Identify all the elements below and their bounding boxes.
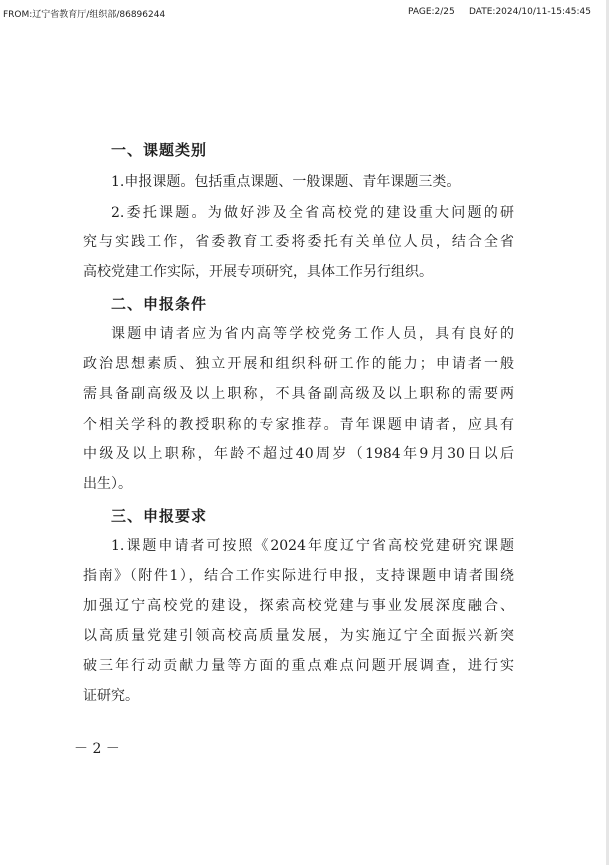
paragraph-line: 个相关学科的教授职称的专家推荐。青年课题申请者，应具有 xyxy=(83,417,514,433)
section-2-heading: 二、申报条件 xyxy=(111,295,208,313)
fax-date: DATE:2024/10/11-15:45:45 xyxy=(469,7,591,17)
paragraph-line: 指南》（附件1），结合工作实际进行申报，支持课题申请者围绕 xyxy=(83,568,514,584)
paragraph-line: 以高质量党建引领高校高质量发展，为实施辽宁全面振兴新突 xyxy=(83,628,514,644)
fax-page-count: PAGE:2/25 xyxy=(408,7,455,17)
paragraph-line: 2.委托课题。为做好涉及全省高校党的建设重大问题的研 xyxy=(111,205,514,221)
paragraph-line: 中级及以上职称，年龄不超过40周岁（1984年9月30日以后 xyxy=(83,446,514,462)
section-1-heading: 一、课题类别 xyxy=(111,141,208,159)
paragraph-line: 出生）。 xyxy=(83,476,132,492)
paragraph-line: 破三年行动贡献力量等方面的重点难点问题开展调查，进行实 xyxy=(83,658,514,674)
fax-sender: FROM:辽宁省教育厅/组织部/86896244 xyxy=(3,10,166,20)
page-number: － 2 － xyxy=(74,741,120,757)
paragraph-line: 课题申请者应为省内高等学校党务工作人员，具有良好的 xyxy=(111,326,514,342)
paragraph-line: 需具备副高级及以上职称，不具备副高级及以上职称的需要两 xyxy=(83,386,514,402)
paragraph-line: 究与实践工作，省委教育工委将委托有关单位人员，结合全省 xyxy=(83,234,514,250)
paragraph-line: 证研究。 xyxy=(83,688,139,704)
section-3-heading: 三、申报要求 xyxy=(111,507,208,525)
paragraph-line: 1.课题申请者可按照《2024年度辽宁省高校党建研究课题 xyxy=(111,538,514,554)
paragraph-line: 1.申报课题。包括重点课题、一般课题、青年课题三类。 xyxy=(111,174,461,190)
paragraph-line: 高校党建工作实际，开展专项研究，具体工作另行组织。 xyxy=(83,264,433,280)
fax-header xyxy=(0,0,609,22)
paragraph-line: 加强辽宁高校党的建设，探索高校党建与事业发展深度融合、 xyxy=(83,598,514,614)
paragraph-line: 政治思想素质、独立开展和组织科研工作的能力；申请者一般 xyxy=(83,356,514,372)
